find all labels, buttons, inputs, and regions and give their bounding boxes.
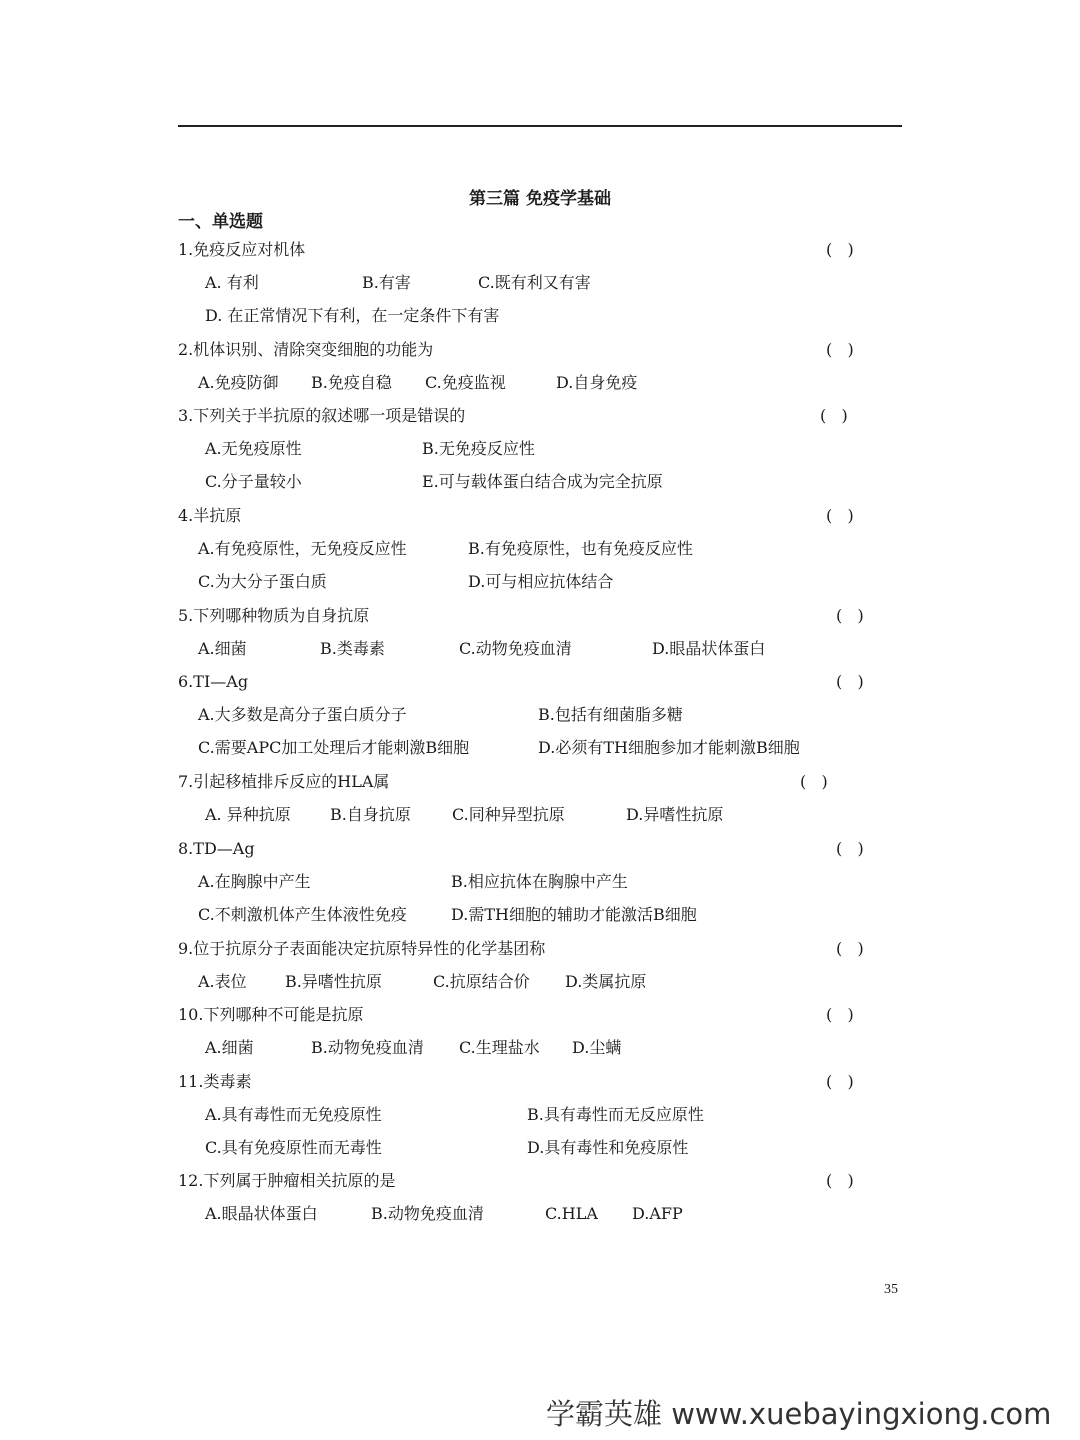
- answer-option: A.细菌: [198, 639, 247, 658]
- answer-option: C.为大分子蛋白质: [198, 572, 327, 591]
- answer-bracket: ( ): [800, 772, 828, 791]
- answer-option: B.无免疫反应性: [422, 439, 535, 458]
- answer-option: D.具有毒性和免疫原性: [527, 1138, 689, 1157]
- answer-option: A.表位: [198, 972, 247, 991]
- answer-option: C.需要APC加工处理后才能刺激B细胞: [198, 738, 470, 757]
- question-stem: 3.下列关于半抗原的叙述哪一项是错误的: [178, 406, 466, 425]
- question-stem: 9.位于抗原分子表面能决定抗原特异性的化学基团称: [178, 939, 546, 958]
- question-stem: 11.类毒素: [178, 1072, 252, 1091]
- answer-bracket: ( ): [826, 506, 854, 525]
- answer-option: C.免疫监视: [425, 373, 506, 392]
- answer-option: B.具有毒性而无反应原性: [527, 1105, 704, 1124]
- answer-option: B.包括有细菌脂多糖: [538, 705, 683, 724]
- answer-option: A. 异种抗原: [205, 805, 291, 824]
- section-heading: 一、单选题: [178, 212, 263, 232]
- answer-option: C.同种异型抗原: [452, 805, 565, 824]
- answer-option: A.细菌: [205, 1038, 254, 1057]
- answer-option: D.必须有TH细胞参加才能刺激B细胞: [538, 738, 800, 757]
- answer-option: B.有免疫原性，也有免疫反应性: [468, 539, 693, 558]
- answer-bracket: ( ): [836, 939, 864, 958]
- answer-option: D.可与相应抗体结合: [468, 572, 614, 591]
- answer-option: C.动物免疫血清: [459, 639, 572, 658]
- question-stem: 2.机体识别、清除突变细胞的功能为: [178, 340, 434, 359]
- answer-bracket: ( ): [826, 1005, 854, 1024]
- question-stem: 8.TD—Ag: [178, 839, 255, 858]
- answer-option: D.尘螨: [572, 1038, 622, 1057]
- question-stem: 6.TI—Ag: [178, 672, 249, 691]
- answer-option: A.在胸腺中产生: [198, 872, 311, 891]
- question-stem: 5.下列哪种物质为自身抗原: [178, 606, 370, 625]
- answer-option: A.眼晶状体蛋白: [205, 1204, 318, 1223]
- answer-option: D. 在正常情况下有利，在一定条件下有害: [205, 306, 500, 325]
- answer-option: B.自身抗原: [330, 805, 411, 824]
- answer-option: D.自身免疫: [556, 373, 638, 392]
- answer-option: B.异嗜性抗原: [285, 972, 382, 991]
- answer-bracket: ( ): [826, 1072, 854, 1091]
- answer-bracket: ( ): [826, 1171, 854, 1190]
- answer-option: A.有免疫原性，无免疫反应性: [198, 539, 407, 558]
- answer-option: C.HLA: [545, 1204, 598, 1223]
- answer-option: B.动物免疫血清: [311, 1038, 424, 1057]
- answer-bracket: ( ): [836, 839, 864, 858]
- answer-option: C.不刺激机体产生体液性免疫: [198, 905, 407, 924]
- answer-option: D.需TH细胞的辅助才能激活B细胞: [451, 905, 697, 924]
- answer-option: B.相应抗体在胸腺中产生: [451, 872, 628, 891]
- answer-option: D.异嗜性抗原: [626, 805, 724, 824]
- answer-bracket: ( ): [826, 340, 854, 359]
- answer-option: A.免疫防御: [198, 373, 279, 392]
- answer-option: B.类毒素: [320, 639, 385, 658]
- answer-option: C.抗原结合价: [433, 972, 530, 991]
- answer-option: C.具有免疫原性而无毒性: [205, 1138, 382, 1157]
- answer-bracket: ( ): [836, 672, 864, 691]
- answer-bracket: ( ): [820, 406, 848, 425]
- answer-option: B.动物免疫血清: [371, 1204, 484, 1223]
- answer-option: C.既有利又有害: [478, 273, 591, 292]
- answer-option: C.生理盐水: [459, 1038, 540, 1057]
- question-stem: 4.半抗原: [178, 506, 242, 525]
- answer-option: C.分子量较小: [205, 472, 302, 491]
- header-rule: [178, 125, 902, 127]
- answer-option: E.可与载体蛋白结合成为完全抗原: [422, 472, 663, 491]
- answer-bracket: ( ): [836, 606, 864, 625]
- question-stem: 7.引起移植排斥反应的HLA属: [178, 772, 390, 791]
- answer-option: D.类属抗原: [565, 972, 647, 991]
- answer-bracket: ( ): [826, 240, 854, 259]
- answer-option: A.大多数是高分子蛋白质分子: [198, 705, 407, 724]
- answer-option: D.眼晶状体蛋白: [652, 639, 766, 658]
- question-stem: 12.下列属于肿瘤相关抗原的是: [178, 1171, 396, 1190]
- answer-option: B.免疫自稳: [311, 373, 392, 392]
- answer-option: B.有害: [362, 273, 411, 292]
- page-title: 第三篇 免疫学基础: [469, 189, 611, 209]
- question-stem: 10.下列哪种不可能是抗原: [178, 1005, 364, 1024]
- answer-option: A. 有利: [205, 273, 259, 292]
- answer-option: A.无免疫原性: [205, 439, 302, 458]
- page-number: 35: [884, 1282, 898, 1297]
- answer-option: D.AFP: [632, 1204, 683, 1223]
- question-stem: 1.免疫反应对机体: [178, 240, 306, 259]
- watermark: 学霸英雄 www.xuebayingxiong.com: [546, 1397, 1052, 1431]
- answer-option: A.具有毒性而无免疫原性: [205, 1105, 382, 1124]
